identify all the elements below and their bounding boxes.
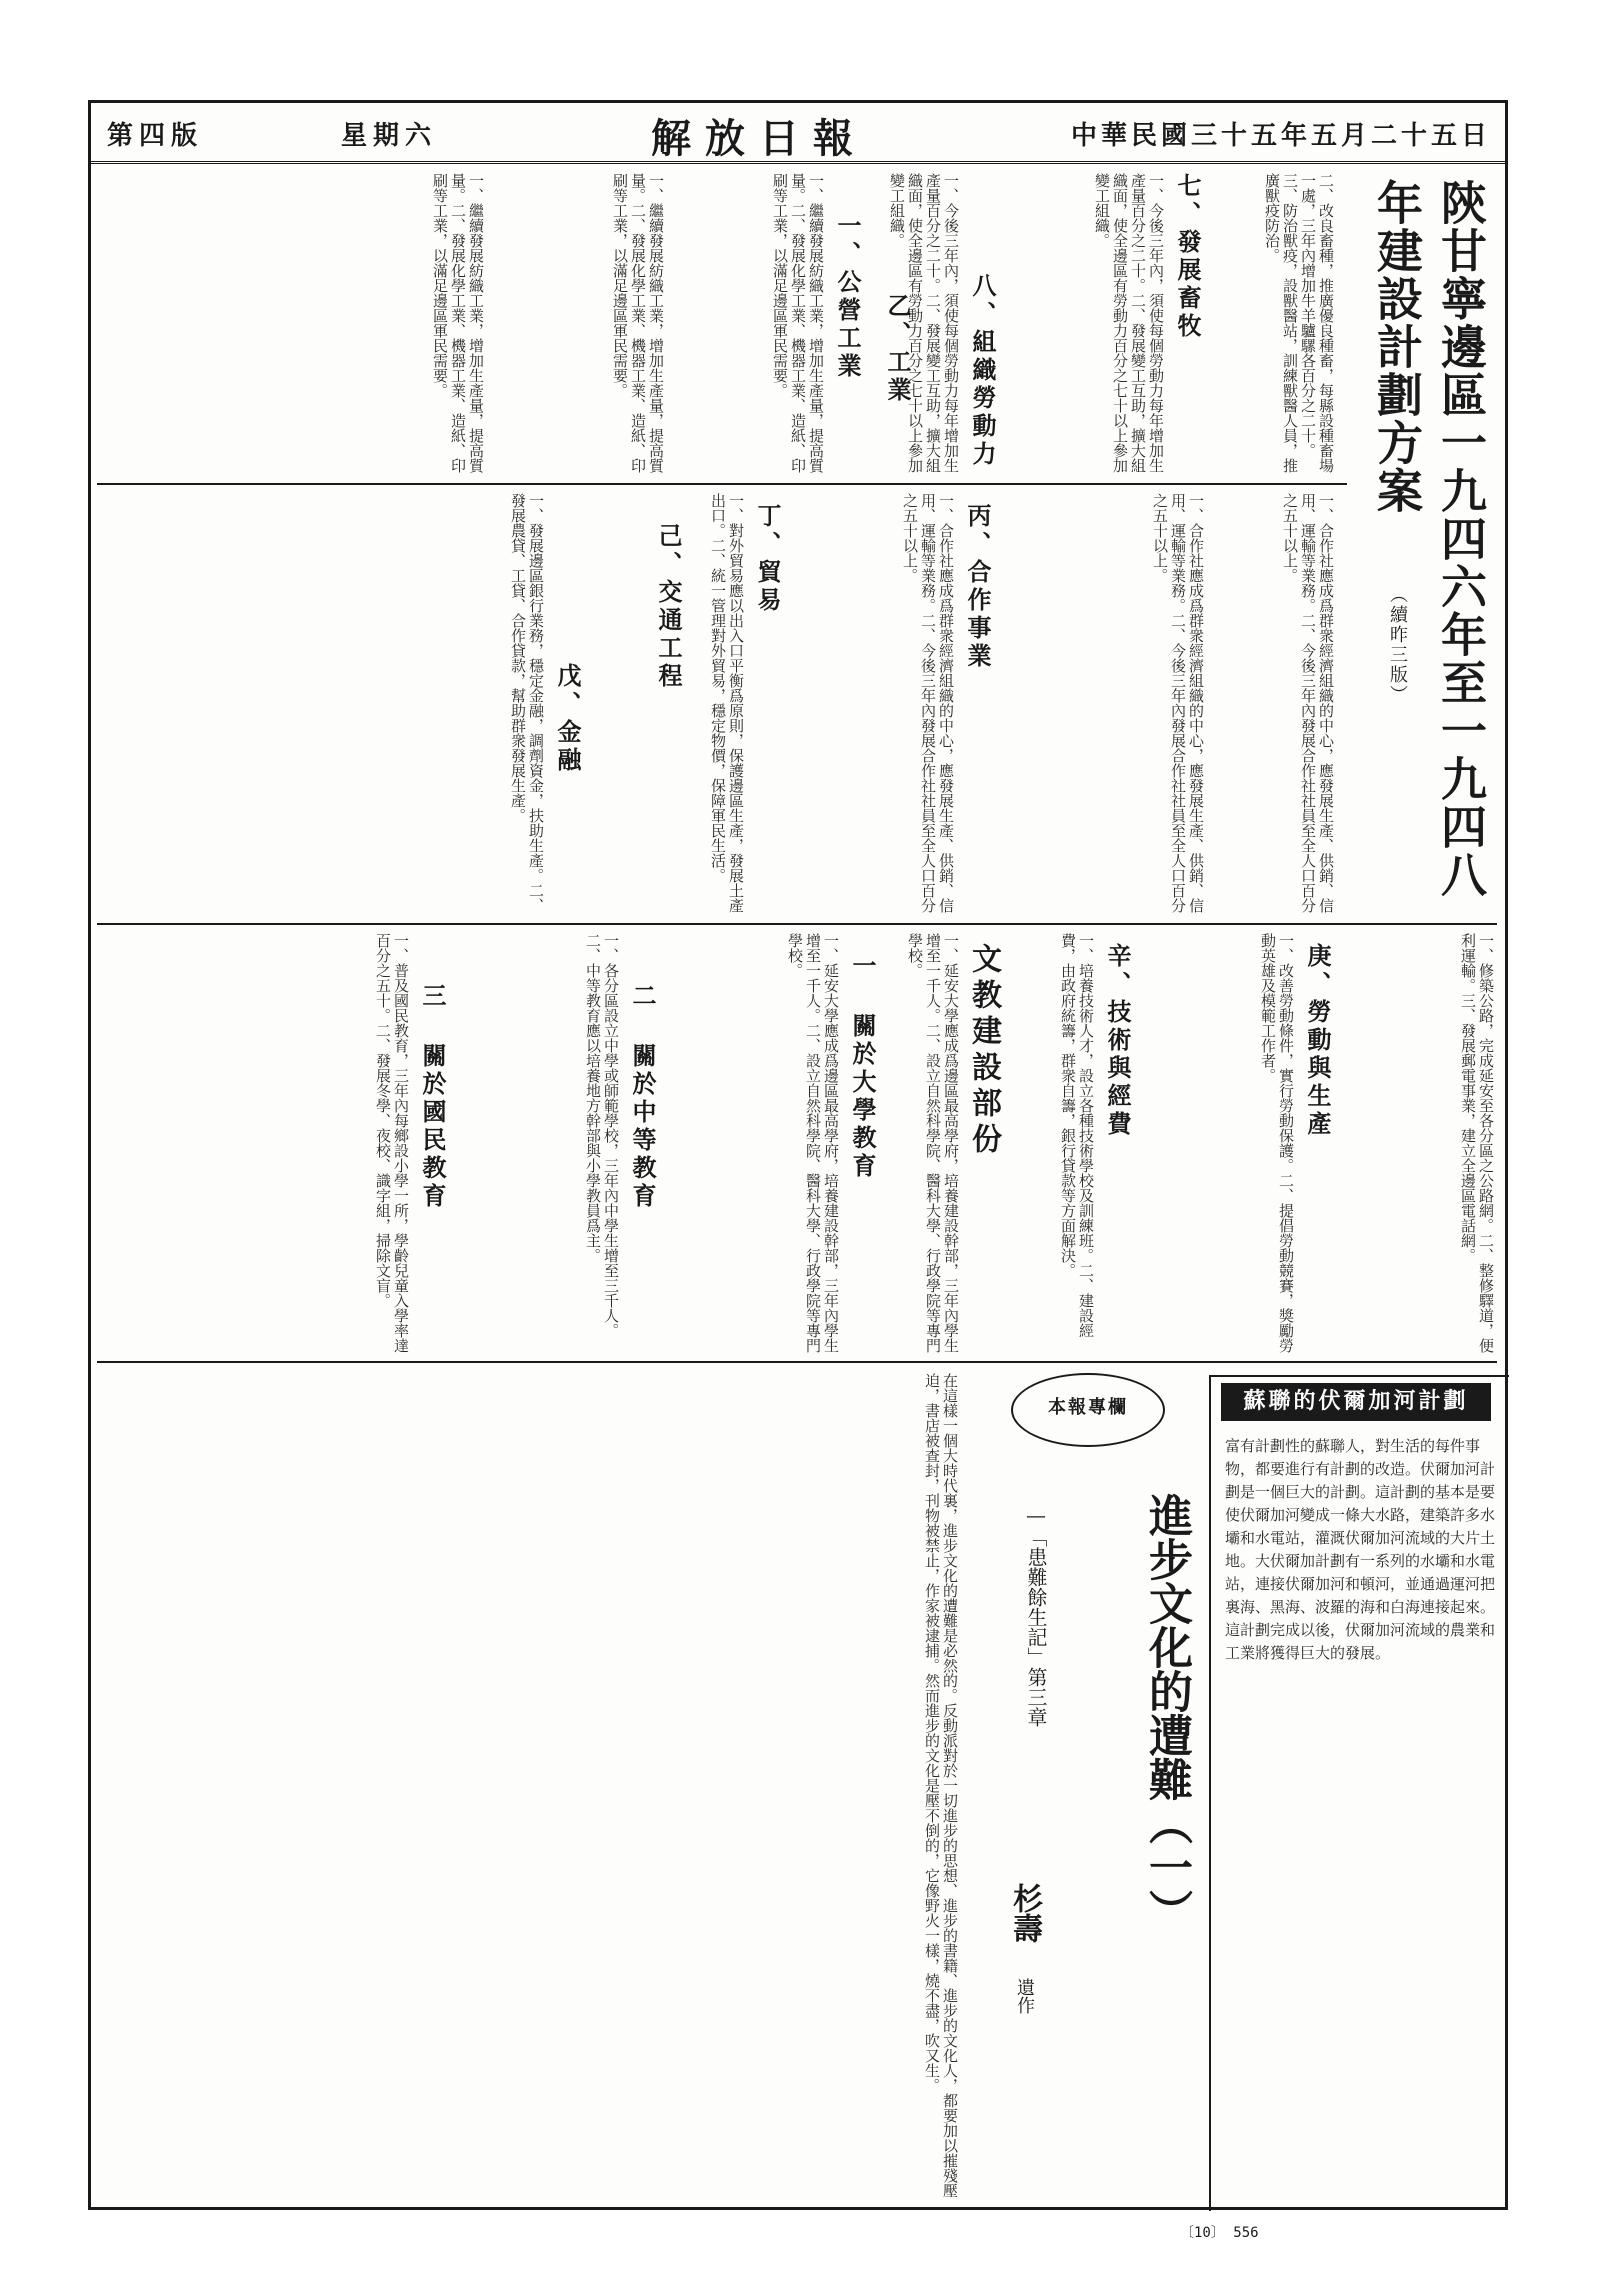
article-text: 一、改善勞動條件，實行勞動保護。二、提倡勞動競賽，獎勵勞動英雄及模範工作者。	[1259, 933, 1295, 1353]
article-text: 一、今後三年內，須使每個勞動力每年增加生產量百分之二十。二、發展變工互助，擴大組織面，使全邊區有勞動力百分之七十以上參加變工組織。	[1093, 173, 1165, 473]
author-name: 杉壽	[1007, 1883, 1042, 1943]
section-heading: 乙、工業	[883, 293, 911, 405]
series-subtitle: —「患難餘生記」第三章	[1024, 1503, 1048, 1727]
section-heading: 丁、貿易	[753, 503, 781, 615]
article-text: 一、今後三年內，須使每個勞動力每年增加生產量百分之二十。二、發展變工互助，擴大組織面，使全邊區有勞動力百分之七十以上參加變工組織。	[888, 173, 960, 473]
divider	[97, 923, 1497, 925]
article-text: 一、繼續發展紡織工業，增加生產量，提高質量。二、發展化學工業、機器工業、造紙、印刷等工業，以滿足邊區軍民需要。	[611, 173, 665, 473]
box-text: 富有計劃性的蘇聯人，對生活的每件事物，都要進行有計劃的改造。伏爾加河計劃是一個巨大的計劃。這計劃的基本是要使伏爾加河變成一條大水路，建築許多水壩和水電站，灌溉伏爾加河流域的大片土地。大伏爾加計劃有一系列的水壩和水電站，連接伏爾加河和頓河，並通過運河把裏海、黑海、波羅的海和白海連接起來。這計劃完成以後，伏爾加河流域的農業和工業將獲得巨大的發展。	[1225, 1437, 1496, 1662]
divider	[97, 483, 1347, 485]
article-text: 二、改良畜種，推廣優良種畜，每縣設種畜場一處，三年內增加牛羊驢騾各百分之二十。三、防治獸疫，設獸醫站，訓練獸醫人員，推廣獸疫防治。	[1263, 173, 1335, 473]
headline-note: （續昨三版）	[1387, 585, 1408, 705]
column-badge: 本報專欄	[1011, 1373, 1165, 1447]
series-author	[981, 1883, 1041, 2083]
masthead	[91, 103, 1505, 164]
section-heading: 戊、金融	[553, 663, 581, 775]
culture-section-heading: 文教建設部份	[966, 943, 1001, 1159]
paper-name: 解放日報	[651, 116, 867, 162]
article-text: 一、合作社應成爲群衆經濟組織的中心，應發展生產、供銷、信用、運輸等業務。二、今後三年內發展合作社社員至全人口百分之五十以上。	[1281, 493, 1335, 913]
weekday: 星期六	[341, 121, 438, 151]
article-text: 一、合作社應成爲群衆經濟組織的中心，應發展生產、供銷、信用、運輸等業務。二、今後三年內發展合作社社員至全人口百分之五十以上。	[901, 493, 955, 913]
article-text: 一、延安大學應成爲邊區最高學府，培養建設幹部，三年內學生增至一千人。二、設立自然科學院、醫科大學、行政學院等專門學校。	[906, 933, 960, 1353]
section-heading: 三 關於國民教育	[418, 983, 446, 1211]
article-text: 一、發展邊區銀行業務，穩定金融，調劑資金，扶助生產。二、發展農貸、工貸、合作貸款，幫助群衆發展生產。	[509, 493, 545, 913]
article-text: 一、普及國民教育，三年內每鄉設小學一所，學齡兒童入學率達百分之五十。二、發展冬學、夜校、識字組，掃除文盲。	[374, 933, 410, 1353]
section-heading: 庚、勞動與生產	[1303, 943, 1331, 1139]
headline-title: 陝甘寧邊區一九四六年至一九四八年建設計劃方案	[1370, 179, 1488, 899]
issue-date: 中華民國三十五年五月二十五日	[1070, 121, 1491, 151]
author-suffix: 遺作	[1014, 1978, 1035, 2014]
section-heading: 一、公營工業	[833, 213, 861, 381]
section-heading: 一 關於大學教育	[848, 953, 876, 1181]
article-text: 一、培養技術人才，設立各種技術學校及訓練班。二、建設經費，由政府統籌，群衆自籌，銀行貸款等方面解決。	[1059, 933, 1095, 1338]
article-text: 一、各分區設立中學或師範學校，三年內中學生增至三千人。二、中等教育應以培養地方幹部與小學教員爲主。	[584, 933, 620, 1338]
newspaper-page	[88, 100, 1508, 2210]
article-text: 一、修築公路，完成延安至各分區之公路網。二、整修驛道，便利運輸。三、發展郵電事業，建立全邊區電話網。	[1459, 933, 1495, 1353]
section-heading: 丙、合作事業	[963, 503, 991, 671]
section-heading: 二 關於中等教育	[628, 983, 656, 1211]
article-text: 一、延安大學應成爲邊區最高學府，培養建設幹部，三年內學生增至一千人。二、設立自然科學院、醫科大學、行政學院等專門學校。	[786, 933, 840, 1353]
article-text: 一、對外貿易應以出入口平衡爲原則，保護邊區生產，發展土產出口。二、統一管理對外貿易，穩定物價，保障軍民生活。	[709, 493, 745, 913]
article-text: 一、合作社應成爲群衆經濟組織的中心，應發展生產、供銷、信用、運輸等業務。二、今後三年內發展合作社社員至全人口百分之五十以上。	[1151, 493, 1205, 913]
series-title: 進步文化的遭難（一）	[1141, 1493, 1192, 1933]
section-heading: 八、組織勞動力	[968, 273, 996, 469]
divider	[97, 1361, 1497, 1363]
box-title: 蘇聯的伏爾加河計劃	[1221, 1383, 1491, 1421]
article-text: 一、繼續發展紡織工業，增加生產量，提高質量。二、發展化學工業、機器工業、造紙、印刷等工業，以滿足邊區軍民需要。	[771, 173, 825, 473]
page-number: 第四版	[107, 121, 204, 151]
section-heading: 辛、技術與經費	[1103, 943, 1131, 1139]
section-heading: 七、發展畜牧	[1173, 173, 1201, 341]
series-body-text: 在這樣一個大時代裏，進步文化的遭難是必然的。反動派對於一切進步的思想、進步的書籍、進步的文化人，都要加以摧殘壓迫，書店被查封，刊物被禁止，作家被逮捕。然而進步的文化是壓不倒的，它像野火一樣，燒不盡，吹又生。	[923, 1373, 959, 2198]
page-footer: 〔10〕 556	[1180, 2225, 1259, 2241]
main-headline	[1343, 179, 1493, 899]
article-text: 一、繼續發展紡織工業，增加生產量，提高質量。二、發展化學工業、機器工業、造紙、印刷等工業，以滿足邊區軍民需要。	[431, 173, 485, 473]
volga-plan-box	[1209, 1375, 1509, 2211]
section-heading: 己、交通工程	[654, 523, 682, 691]
